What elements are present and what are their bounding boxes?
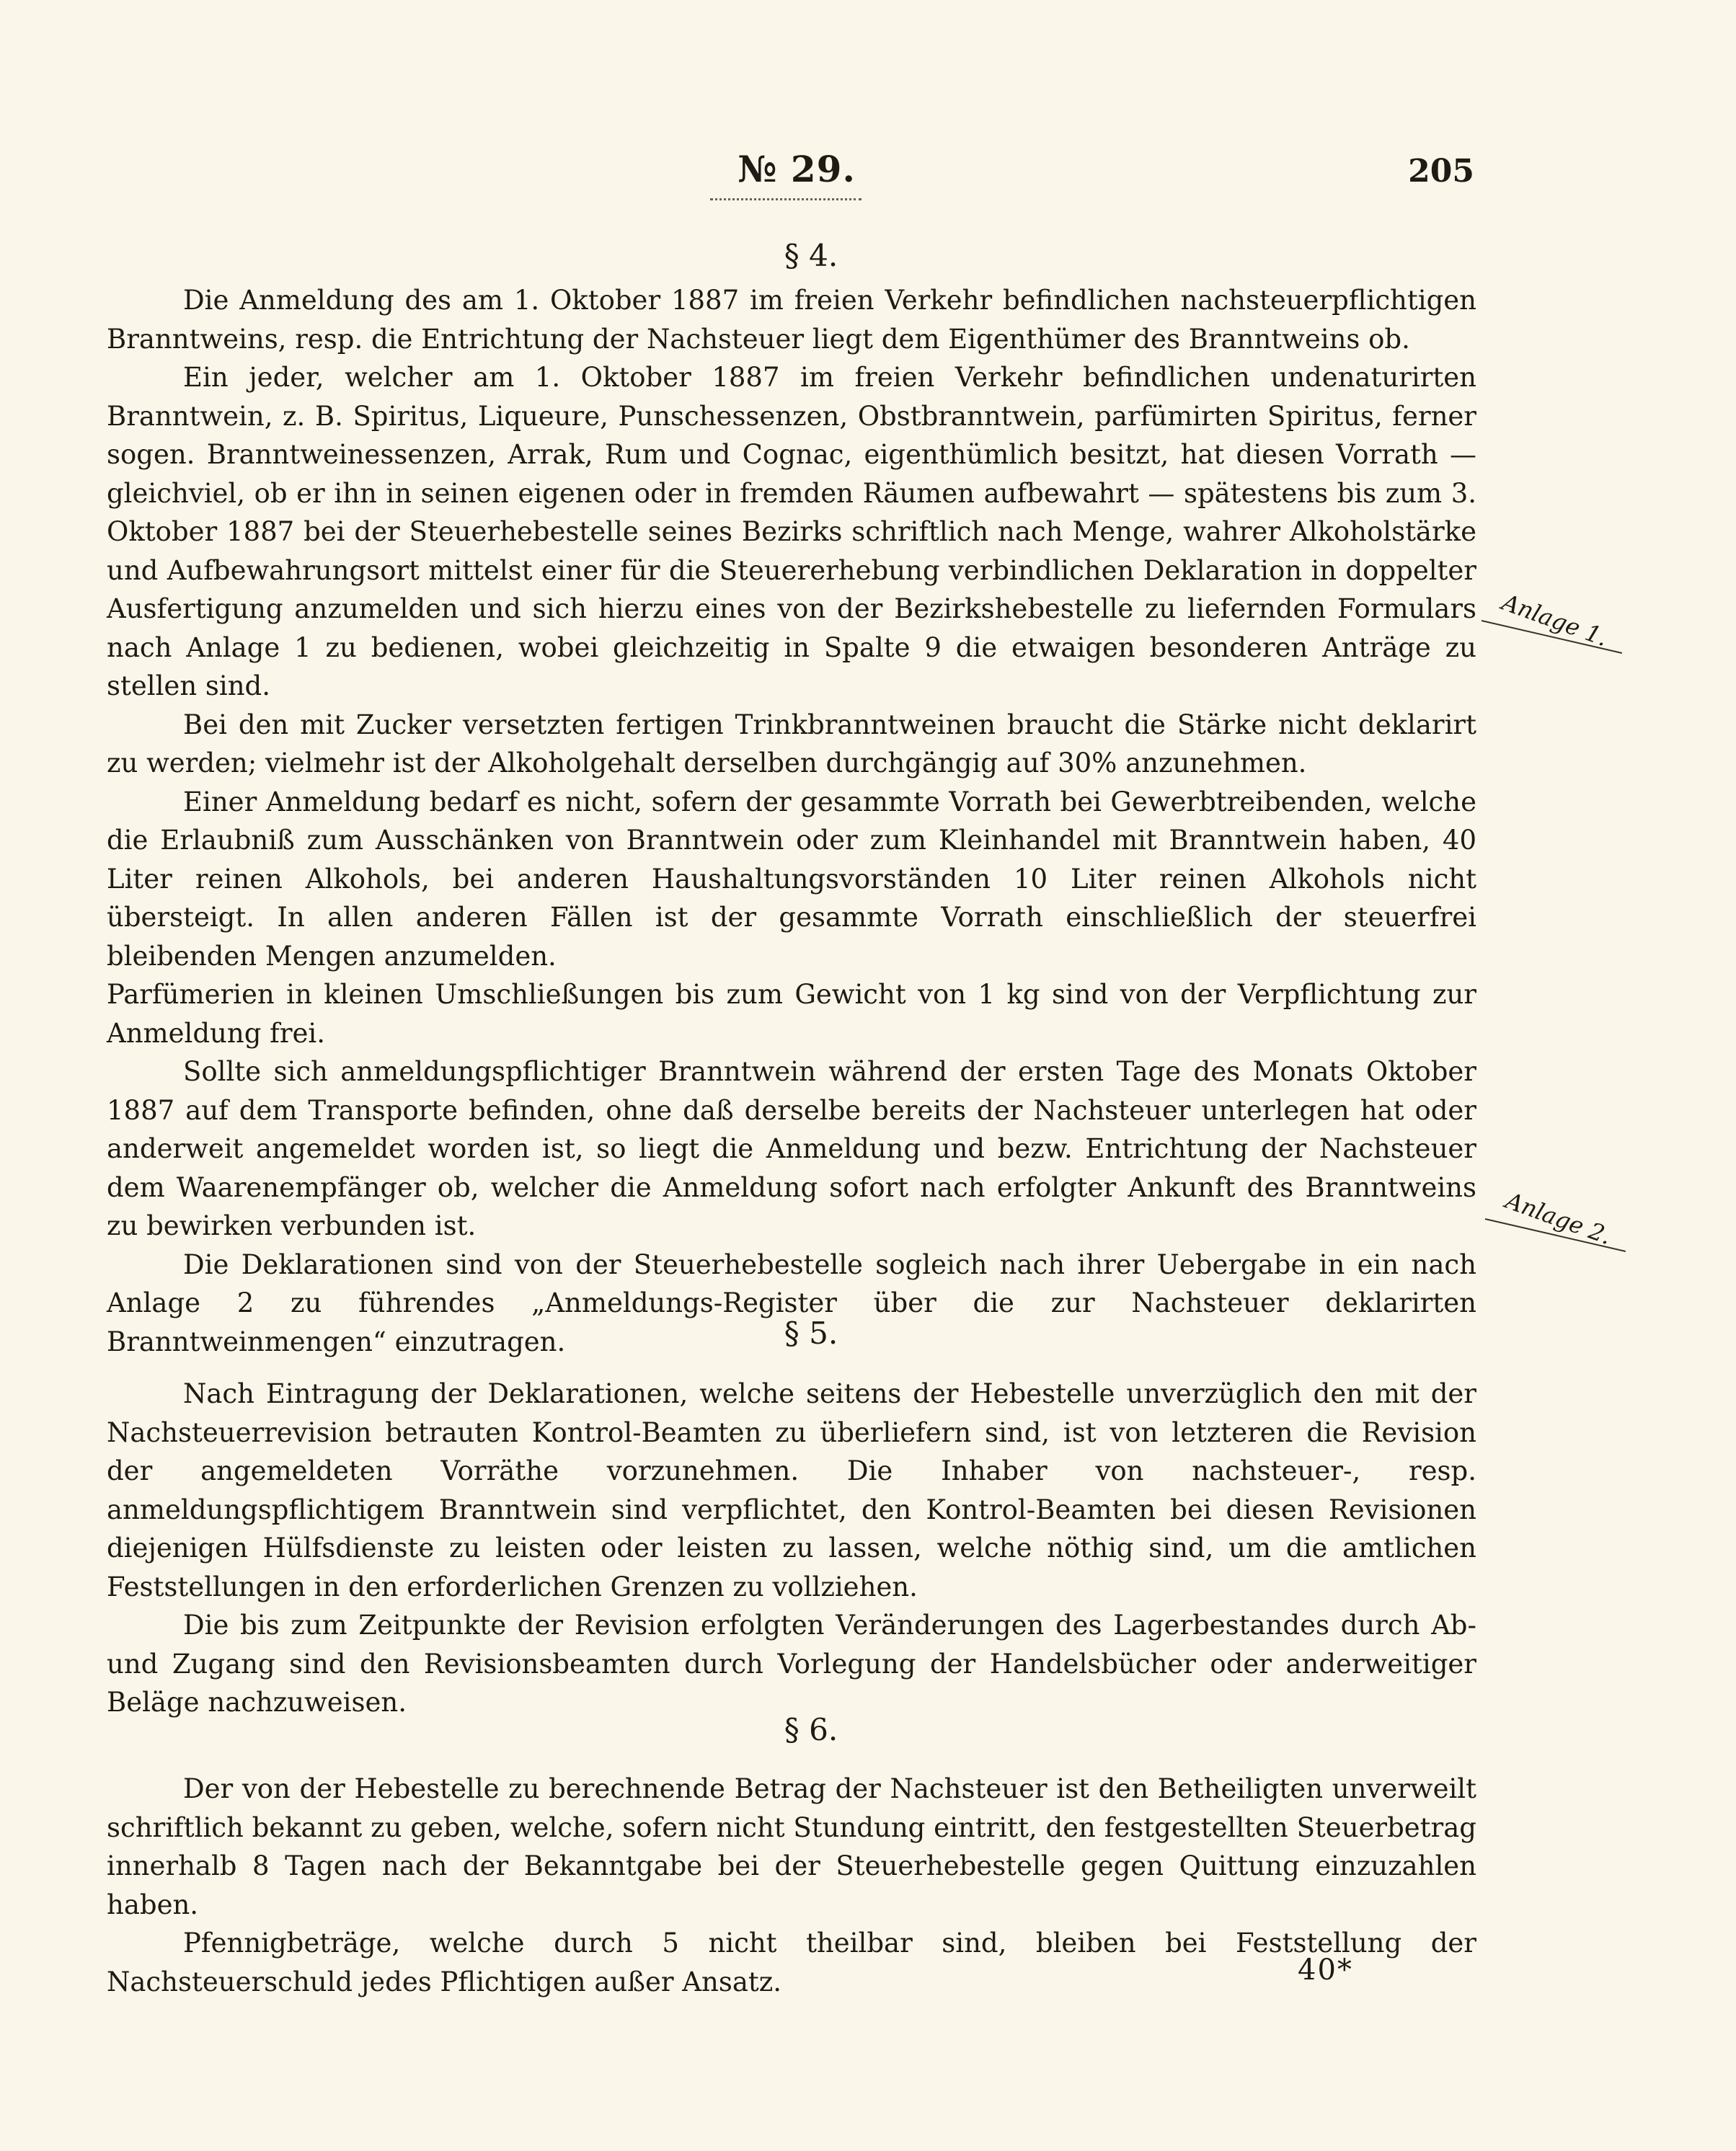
paragraph: Einer Anmeldung bedarf es nicht, sofern der gesammte Vorrath bei Gewerbtreibenden, welche die Erlaubniß zum Ausschänken von Branntwein oder zum Kleinhandel mit Branntwein haben, 40 Liter reinen Alkohols, bei anderen Haushaltungsvorständen 10 Liter reinen Alkohols nicht übersteigt. In allen anderen Fällen ist der gesammte Vorrath einschließlich der steuerfrei bleibenden Mengen anzumelden.	[107, 786, 1476, 972]
section-4-body	[107, 281, 1476, 1361]
paragraph: Parfümerien in kleinen Umschließungen bis zum Gewicht von 1 kg sind von der Verpflichtung zur Anmeldung frei.	[107, 979, 1476, 1049]
issue-number: № 29.	[738, 148, 856, 190]
section-5-heading: § 5.	[784, 1316, 838, 1351]
section-6-heading: § 6.	[784, 1712, 838, 1747]
section-4-heading: § 4.	[784, 238, 838, 273]
paragraph: Der von der Hebestelle zu berechnende Betrag der Nachsteuer ist den Betheiligten unverweilt schriftlich bekannt zu geben, welche, sofern nicht Stundung eintritt, den festgestellten Steuerbetrag innerhalb 8 Tagen nach der Bekanntgabe bei der Steuerhebestelle gegen Quittung einzuzahlen haben.	[107, 1773, 1476, 1920]
paragraph: Nach Eintragung der Deklarationen, welche seitens der Hebestelle unverzüglich den mit der Nachsteuerrevision betrauten Kontrol-Beamten zu überliefern sind, ist von letzteren die Revision der angemeldeten Vorräthe vorzunehmen. Die Inhaber von nachsteuer-, resp. anmeldungspflichtigem Branntwein sind verpflichtet, den Kontrol-Beamten bei diesen Revisionen diejenigen Hülfsdienste zu leisten oder leisten zu lassen, welche nöthig sind, um die amtlichen Feststellungen in den erforderlichen Grenzen zu vollziehen.	[107, 1378, 1476, 1602]
paragraph: Bei den mit Zucker versetzten fertigen Trinkbranntweinen braucht die Stärke nicht deklarirt zu werden; vielmehr ist der Alkoholgehalt derselben durchgängig auf 30% anzunehmen.	[107, 709, 1476, 779]
section-6-body	[107, 1770, 1476, 2001]
section-5-body	[107, 1375, 1476, 1722]
paragraph: Die Anmeldung des am 1. Oktober 1887 im freien Verkehr befindlichen nachsteuerpflichtigen Branntweins, resp. die Entrichtung der Nachsteuer liegt dem Eigenthümer des Branntweins ob.	[107, 285, 1476, 355]
sheet-signature: 40*	[1298, 1953, 1353, 1987]
paragraph: Pfennigbeträge, welche durch 5 nicht theilbar sind, bleiben bei Feststellung der Nachsteuerschuld jedes Pflichtigen außer Ansatz.	[107, 1928, 1476, 1997]
paragraph: Die bis zum Zeitpunkte der Revision erfolgten Veränderungen des Lagerbestandes durch Ab- und Zugang sind den Revisionsbeamten durch Vorlegung der Handelsbücher oder anderweitiger Beläge nachzuweisen.	[107, 1610, 1476, 1718]
paragraph: Die Deklarationen sind von der Steuerhebestelle sogleich nach ihrer Uebergabe in ein nach Anlage 2 zu führendes „Anmeldungs-Register über die zur Nachsteuer deklarirten Branntweinmengen“ einzutragen.	[107, 1249, 1476, 1357]
header-rule	[710, 198, 862, 200]
paragraph: Sollte sich anmeldungspflichtiger Branntwein während der ersten Tage des Monats Oktober 1887 auf dem Transporte befinden, ohne daß derselbe bereits der Nachsteuer unterlegen hat oder anderweit angemeldet worden ist, so liegt die Anmeldung und bezw. Entrichtung der Nachsteuer dem Waarenempfänger ob, welcher die Anmeldung sofort nach erfolgter Ankunft des Branntweins zu bewirken verbunden ist.	[107, 1056, 1476, 1241]
margin-note-anlage-1: Anlage 1.	[1498, 588, 1612, 652]
page-number: 205	[1408, 153, 1474, 190]
paragraph: Ein jeder, welcher am 1. Oktober 1887 im freien Verkehr befindlichen undenaturirten Branntwein, z. B. Spiritus, Liqueure, Punschessenzen, Obstbranntwein, parfümirten Spiritus, ferner sogen. Branntweinessenzen, Arrak, Rum und Cognac, eigenthümlich besitzt, hat diesen Vorrath — gleichviel, ob er ihn in seinen eigenen oder in fremden Räumen aufbewahrt — spätestens bis zum 3. Oktober 1887 bei der Steuerhebestelle seines Bezirks schriftlich nach Menge, wahrer Alkoholstärke und Aufbewahrungsort mittelst einer für die Steuererhebung verbindlichen Deklaration in doppelter Ausfertigung anzumelden und sich hierzu eines von der Bezirkshebestelle zu liefernden Formulars nach Anlage 1 zu bedienen, wobei gleichzeitig in Spalte 9 die etwaigen besonderen Anträge zu stellen sind.	[107, 362, 1476, 701]
margin-note-anlage-2: Anlage 2.	[1502, 1187, 1616, 1251]
